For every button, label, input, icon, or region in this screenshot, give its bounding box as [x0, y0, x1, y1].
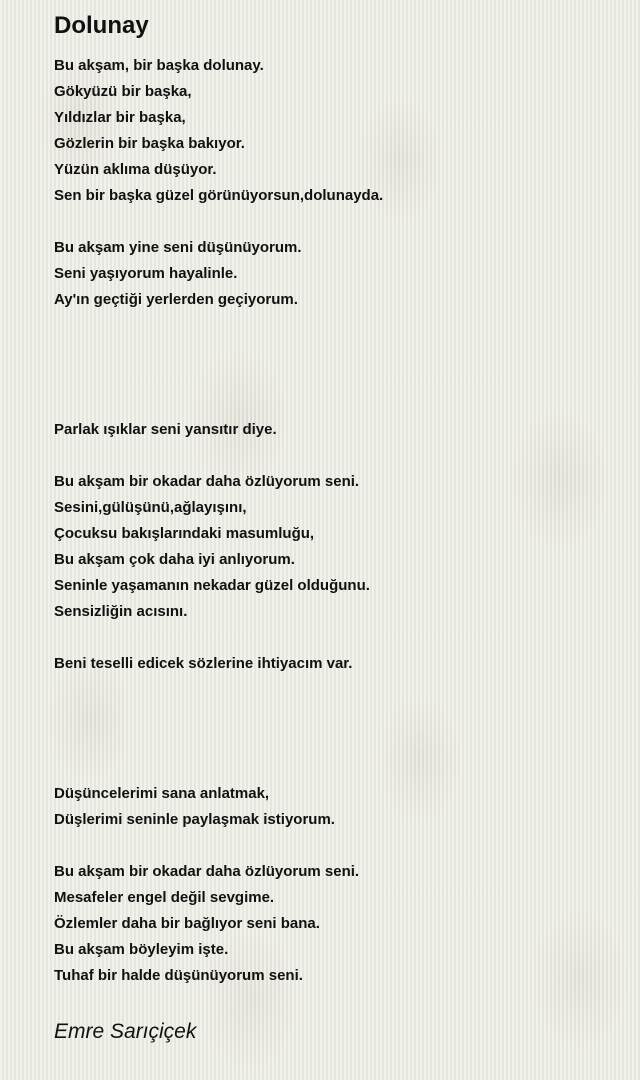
poem-line: Mesafeler engel değil sevgime. — [54, 889, 275, 906]
poem-line: Beni teselli edicek sözlerine ihtiyacım var. — [54, 655, 353, 672]
poem-line: Özlemler daha bir bağlıyor seni bana. — [54, 915, 320, 932]
poem-line — [54, 833, 624, 859]
poem-line: Parlak ışıklar seni yansıtır diye. — [54, 421, 277, 438]
poem-line: Sen bir başka güzel görünüyorsun,dolunayda. — [54, 187, 384, 204]
poem-line: Seni yaşıyorum hayalinle. — [54, 265, 238, 282]
poem-line — [54, 625, 624, 651]
poem-line: Ay'ın geçtiği yerlerden geçiyorum. — [54, 291, 298, 308]
poem-line: Düşüncelerimi sana anlatmak, — [54, 785, 270, 802]
poem-line: Yüzün aklıma düşüyor. — [54, 161, 217, 178]
poem-line: Bu akşam bir okadar daha özlüyorum seni. — [54, 473, 360, 490]
poem-line: Düşlerimi seninle paylaşmak istiyorum. — [54, 811, 335, 828]
poem-line — [54, 313, 624, 339]
poem-line: Çocuksu bakışlarındaki masumluğu, — [54, 525, 315, 542]
poem-line: Gözlerin bir başka bakıyor. — [54, 135, 245, 152]
poem-line: Bu akşam böyleyim işte. — [54, 941, 229, 958]
poem-line — [54, 729, 624, 755]
poem-line — [54, 443, 624, 469]
poem-line — [54, 703, 624, 729]
poem-line — [54, 339, 624, 365]
poem-line: Seninle yaşamanın nekadar güzel olduğunu. — [54, 577, 370, 594]
poem-line: Bu akşam çok daha iyi anlıyorum. — [54, 551, 295, 568]
poem-line: Gökyüzü bir başka, — [54, 83, 192, 100]
poem-line: Sensizliğin acısını. — [54, 603, 188, 620]
poem-line: Bu akşam bir okadar daha özlüyorum seni. — [54, 863, 360, 880]
poem-body — [54, 53, 624, 989]
poem-line: Tuhaf bir halde düşünüyorum seni. — [54, 967, 303, 984]
poem-line: Yıldızlar bir başka, — [54, 109, 186, 126]
poem-line — [54, 677, 624, 703]
poem-line: Bu akşam, bir başka dolunay. — [54, 57, 264, 74]
poem-title: Dolunay — [54, 12, 149, 39]
poem-line — [54, 391, 624, 417]
poem-line: Bu akşam yine seni düşünüyorum. — [54, 239, 302, 256]
poem-line: Sesini,gülüşünü,ağlayışını, — [54, 499, 247, 516]
poem-author: Emre Sarıçiçek — [54, 1020, 197, 1043]
poem-line — [54, 365, 624, 391]
poem-line — [54, 209, 624, 235]
poem-line — [54, 755, 624, 781]
